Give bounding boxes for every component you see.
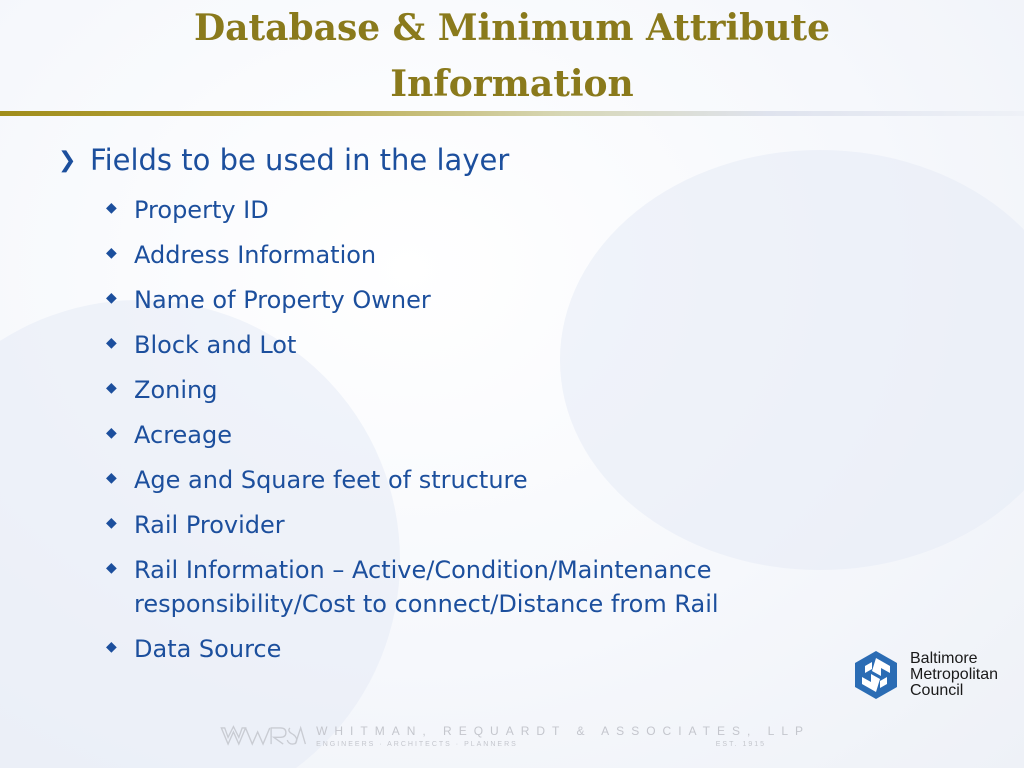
bmc-line-1: Baltimore [910, 650, 978, 667]
footer-company: WHITMAN, REQUARDT & ASSOCIATES, LLP [316, 724, 810, 738]
level-1-text: Fields to be used in the layer [90, 143, 510, 177]
diamond-bullet-icon: ◆ [106, 245, 117, 261]
slide-title [0, 0, 1024, 112]
diamond-bullet-icon: ◆ [106, 380, 117, 396]
list-item [106, 188, 848, 233]
diamond-bullet-icon: ◆ [106, 515, 117, 531]
diamond-bullet-icon: ◆ [106, 425, 117, 441]
bmc-line-2: Metropolitan [910, 666, 999, 683]
diamond-bullet-icon: ◆ [106, 470, 117, 486]
footer-established: EST. 1915 [715, 741, 767, 748]
slide-content [58, 132, 848, 672]
footer-subline [316, 741, 766, 748]
list-item [106, 368, 848, 413]
chevron-right-icon: ❯ [58, 147, 77, 173]
footer-text [316, 724, 810, 748]
bmc-line-3: Council [910, 682, 964, 699]
list-item [106, 413, 848, 458]
bmc-logo-icon [850, 649, 902, 701]
list-item-text: Data Source [134, 635, 282, 663]
list-item [106, 503, 848, 548]
list-item [106, 548, 848, 627]
slide-title-line-2: Information [390, 63, 634, 105]
list-item-text: Rail Information – Active/Condition/Maintenance responsibility/Cost to connect/Distance from Rail [134, 556, 719, 618]
list-item-text: Age and Square feet of structure [134, 466, 528, 494]
bmc-logo [850, 645, 1020, 705]
list-item [106, 278, 848, 323]
footer [220, 718, 810, 754]
list-item [106, 458, 848, 503]
diamond-bullet-icon: ◆ [106, 335, 117, 351]
slide-title-line-1: Database & Minimum Attribute [193, 7, 831, 49]
list-item-text: Property ID [134, 196, 269, 224]
list-item [106, 323, 848, 368]
list-item-text: Rail Provider [134, 511, 285, 539]
diamond-bullet-icon: ◆ [106, 639, 117, 655]
title-divider [0, 111, 1024, 116]
list-item-text: Address Information [134, 241, 377, 269]
diamond-bullet-icon: ◆ [106, 200, 117, 216]
list-item-text: Acreage [134, 421, 233, 449]
list-item-text: Block and Lot [134, 331, 297, 359]
bmc-logo-text [910, 651, 998, 699]
diamond-bullet-icon: ◆ [106, 560, 117, 576]
field-list [106, 188, 848, 672]
list-item [106, 233, 848, 278]
level-1-bullet [58, 132, 848, 188]
list-item-text: Name of Property Owner [134, 286, 431, 314]
list-item-text: Zoning [134, 376, 218, 404]
list-item [106, 627, 848, 672]
footer-tagline: ENGINEERS · ARCHITECTS · PLANNERS [316, 741, 518, 748]
wra-logo-icon [220, 718, 306, 754]
diamond-bullet-icon: ◆ [106, 290, 117, 306]
